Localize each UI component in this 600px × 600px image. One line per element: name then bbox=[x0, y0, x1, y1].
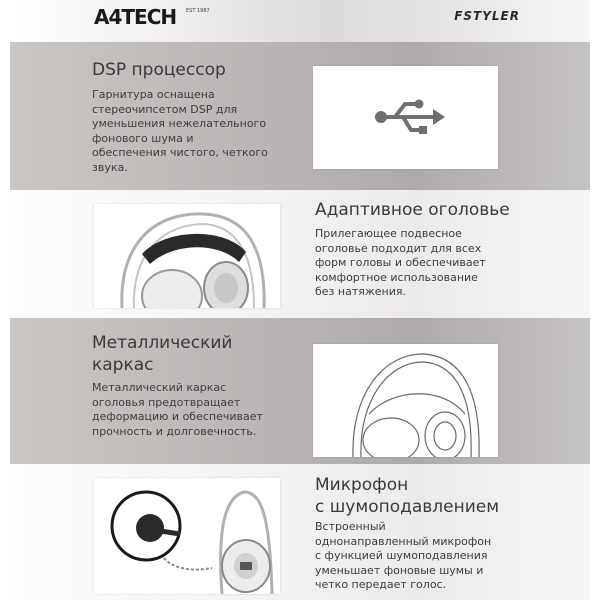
section-title: Металлический каркас bbox=[92, 333, 233, 375]
product-feature-sheet bbox=[10, 0, 590, 600]
brand-est: EST 1987 bbox=[186, 8, 210, 14]
header-bar bbox=[10, 0, 590, 42]
usb-icon bbox=[313, 66, 498, 169]
headband-image bbox=[94, 204, 280, 308]
frame-image bbox=[313, 344, 498, 457]
microphone-photo bbox=[94, 478, 280, 594]
section-title: Микрофон с шумоподавлением bbox=[315, 475, 500, 517]
section-text: Встроенный однонаправленный микрофон с функцией шумоподавления уменьшает фоновые шумы и четко передает голос. bbox=[315, 520, 492, 591]
frame-sketch bbox=[313, 344, 498, 457]
section-dsp bbox=[10, 42, 590, 190]
microphone-image bbox=[94, 478, 280, 594]
section-frame bbox=[10, 318, 590, 464]
section-headband bbox=[10, 190, 590, 318]
section-title: DSP процессор bbox=[92, 60, 226, 80]
section-title: Адаптивное оголовье bbox=[315, 200, 510, 220]
section-text: Металлический каркас оголовья предотвращает деформацию и обеспечивает прочность и долговечность. bbox=[92, 381, 263, 438]
headband-photo bbox=[94, 204, 280, 308]
usb-image bbox=[313, 66, 498, 169]
section-microphone bbox=[10, 464, 590, 600]
sub-brand-logo: FSTYLER bbox=[454, 9, 520, 23]
brand-logo: A4TECH bbox=[94, 5, 177, 29]
section-text: Гарнитура оснащена стереочипсетом DSP для уменьшения нежелательного фонового шума и обеспечения чистого, четкого звука. bbox=[92, 88, 268, 174]
section-text: Прилегающее подвесное оголовье подходит для всех форм головы и обеспечивает комфортное использование без натяжения. bbox=[315, 227, 486, 298]
